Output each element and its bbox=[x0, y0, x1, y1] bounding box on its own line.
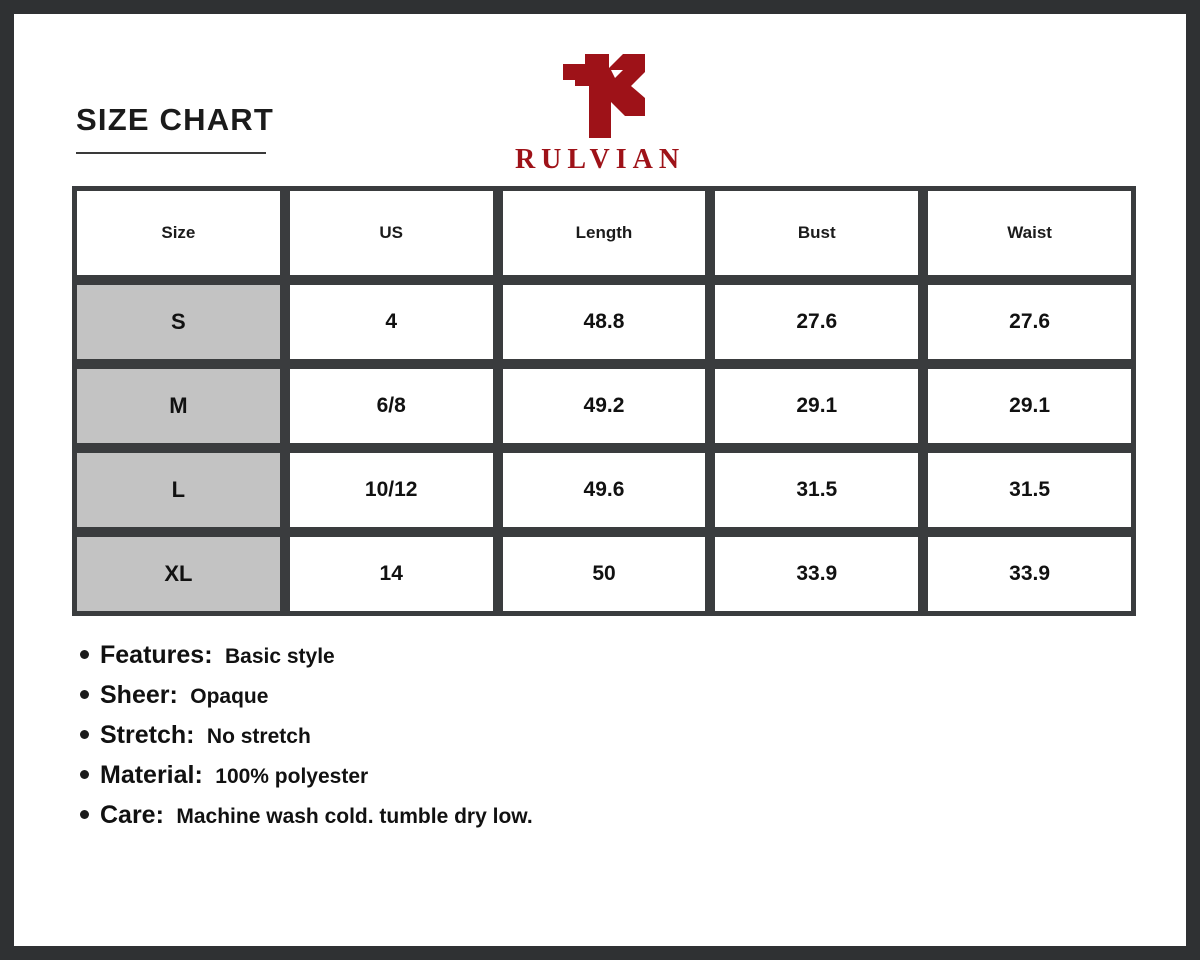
cell-waist: 31.5 bbox=[923, 448, 1136, 532]
column-header-waist: Waist bbox=[923, 186, 1136, 280]
cell-waist: 27.6 bbox=[923, 280, 1136, 364]
brand-name: RULVIAN bbox=[514, 144, 686, 175]
cell-length: 49.6 bbox=[498, 448, 711, 532]
page-title: SIZE CHART bbox=[76, 102, 274, 137]
column-header-us: US bbox=[285, 186, 498, 280]
column-header-length: Length bbox=[498, 186, 711, 280]
cell-bust: 29.1 bbox=[710, 364, 923, 448]
cell-size: XL bbox=[72, 532, 285, 616]
cell-length: 48.8 bbox=[498, 280, 711, 364]
cell-size: M bbox=[72, 364, 285, 448]
list-item bbox=[74, 640, 1134, 670]
spec-label: Features: bbox=[100, 641, 213, 669]
spec-value: Machine wash cold. tumble dry low. bbox=[176, 805, 533, 828]
cell-bust: 33.9 bbox=[710, 532, 923, 616]
list-item bbox=[74, 760, 1134, 790]
spec-label: Care: bbox=[100, 801, 164, 829]
spec-value: Opaque bbox=[190, 685, 269, 708]
table-body bbox=[72, 280, 1136, 616]
cell-length: 49.2 bbox=[498, 364, 711, 448]
list-item bbox=[74, 800, 1134, 830]
spec-value: Basic style bbox=[225, 645, 335, 668]
cell-bust: 31.5 bbox=[710, 448, 923, 532]
spec-value: 100% polyester bbox=[215, 765, 369, 788]
cell-us: 14 bbox=[285, 532, 498, 616]
list-item bbox=[74, 680, 1134, 710]
cell-length: 50 bbox=[498, 532, 711, 616]
table-header-row bbox=[72, 186, 1136, 280]
rulvian-r-monogram-icon bbox=[545, 50, 655, 142]
cell-us: 6/8 bbox=[285, 364, 498, 448]
document-header bbox=[66, 40, 1134, 180]
spec-value: No stretch bbox=[206, 725, 311, 748]
product-specs-list bbox=[66, 640, 1134, 830]
list-item bbox=[74, 720, 1134, 750]
title-underline bbox=[76, 152, 266, 154]
brand-block bbox=[440, 50, 760, 176]
cell-us: 10/12 bbox=[285, 448, 498, 532]
cell-size: S bbox=[72, 280, 285, 364]
title-block bbox=[76, 102, 274, 154]
spec-label: Stretch: bbox=[100, 721, 195, 749]
cell-us: 4 bbox=[285, 280, 498, 364]
column-header-size: Size bbox=[72, 186, 285, 280]
table-head bbox=[72, 186, 1136, 280]
cell-waist: 29.1 bbox=[923, 364, 1136, 448]
spec-label: Sheer: bbox=[100, 681, 178, 709]
cell-waist: 33.9 bbox=[923, 532, 1136, 616]
page-inner bbox=[14, 14, 1186, 946]
size-chart-table bbox=[72, 186, 1136, 616]
column-header-bust: Bust bbox=[710, 186, 923, 280]
table-row bbox=[72, 364, 1136, 448]
table-row bbox=[72, 448, 1136, 532]
cell-bust: 27.6 bbox=[710, 280, 923, 364]
spec-label: Material: bbox=[100, 761, 203, 789]
cell-size: L bbox=[72, 448, 285, 532]
table-row bbox=[72, 532, 1136, 616]
table-row bbox=[72, 280, 1136, 364]
